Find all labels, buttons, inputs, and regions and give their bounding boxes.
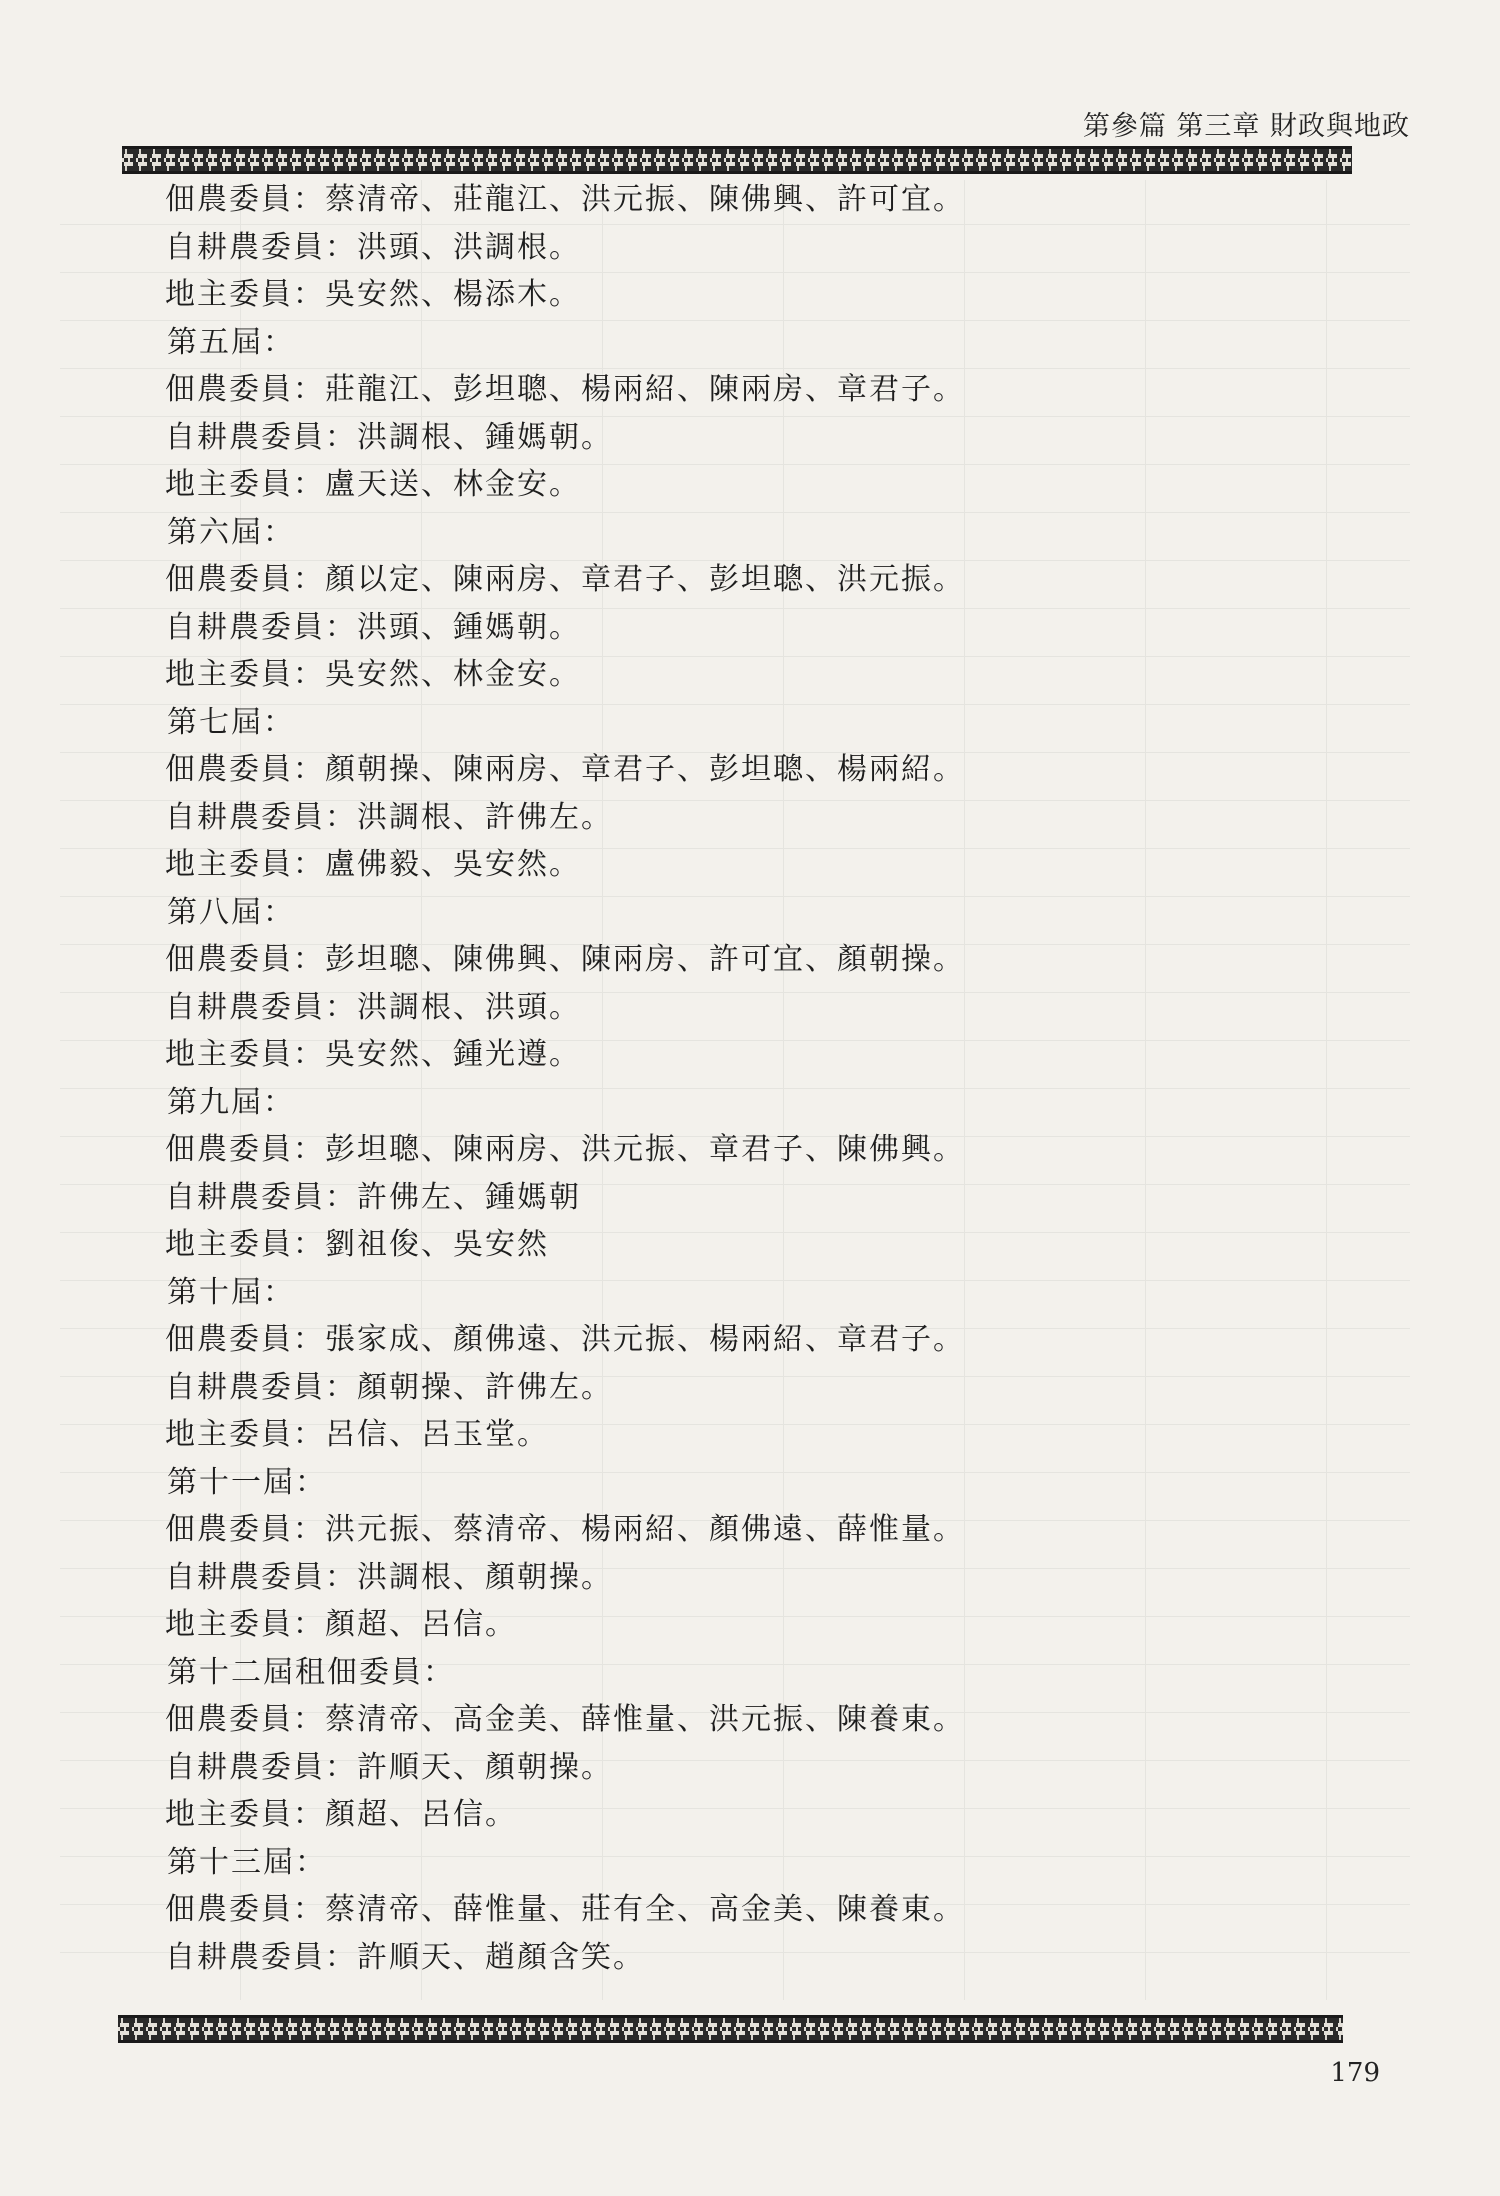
committee-line: 地主委員：盧天送、林金安。 xyxy=(165,467,581,502)
term-heading: 第八屆： xyxy=(167,894,295,930)
committee-member-list xyxy=(165,176,1315,1981)
committee-line: 自耕農委員：洪頭、鍾媽朝。 xyxy=(165,609,581,645)
committee-line: 佃農委員：莊龍江、彭坦聰、楊兩紹、陳兩房、章君子。 xyxy=(165,372,965,407)
term-heading: 第五屆： xyxy=(167,324,295,360)
committee-line: 地主委員：吳安然、林金安。 xyxy=(165,657,581,692)
top-decorative-border xyxy=(122,146,1352,174)
term-heading: 第十屆： xyxy=(167,1274,295,1310)
committee-line: 佃農委員：顏以定、陳兩房、章君子、彭坦聰、洪元振。 xyxy=(165,562,965,597)
term-heading: 第十三屆： xyxy=(167,1844,327,1880)
bottom-decorative-border xyxy=(118,2015,1343,2043)
committee-line: 佃農委員：顏朝操、陳兩房、章君子、彭坦聰、楊兩紹。 xyxy=(165,752,965,787)
committee-line: 地主委員：盧佛毅、吳安然。 xyxy=(165,847,581,882)
committee-line: 佃農委員：蔡清帝、高金美、薛惟量、洪元振、陳養東。 xyxy=(165,1702,965,1737)
committee-line: 地主委員：顏超、呂信。 xyxy=(165,1607,517,1642)
term-heading: 第七屆： xyxy=(167,704,295,740)
running-header: 第參篇 第三章 財政與地政 xyxy=(1082,111,1410,142)
committee-line: 自耕農委員：許順天、趙顏含笑。 xyxy=(165,1939,645,1975)
committee-line: 地主委員：吳安然、楊添木。 xyxy=(165,277,581,312)
committee-line: 自耕農委員：洪調根、洪頭。 xyxy=(165,989,581,1025)
committee-line: 自耕農委員：洪調根、顏朝操。 xyxy=(165,1559,613,1595)
committee-line: 自耕農委員：顏朝操、許佛左。 xyxy=(165,1369,613,1405)
committee-line: 自耕農委員：許順天、顏朝操。 xyxy=(165,1749,613,1785)
committee-line: 佃農委員：蔡清帝、莊龍江、洪元振、陳佛興、許可宜。 xyxy=(165,182,965,217)
committee-line: 自耕農委員：許佛左、鍾媽朝 xyxy=(165,1179,581,1215)
committee-line: 佃農委員：彭坦聰、陳兩房、洪元振、章君子、陳佛興。 xyxy=(165,1132,965,1167)
committee-line: 地主委員：劉祖俊、吳安然 xyxy=(165,1227,549,1262)
committee-line: 自耕農委員：洪調根、許佛左。 xyxy=(165,799,613,835)
committee-line: 地主委員：顏超、呂信。 xyxy=(165,1797,517,1832)
committee-line: 佃農委員：張家成、顏佛遠、洪元振、楊兩紹、章君子。 xyxy=(165,1322,965,1357)
committee-line: 佃農委員：蔡清帝、薛惟量、莊有全、高金美、陳養東。 xyxy=(165,1892,965,1927)
committee-line: 地主委員：呂信、呂玉堂。 xyxy=(165,1417,549,1452)
committee-line: 自耕農委員：洪調根、鍾媽朝。 xyxy=(165,419,613,455)
committee-line: 地主委員：吳安然、鍾光遵。 xyxy=(165,1037,581,1072)
term-heading: 第六屆： xyxy=(167,514,295,550)
committee-line: 佃農委員：彭坦聰、陳佛興、陳兩房、許可宜、顏朝操。 xyxy=(165,942,965,977)
term-heading: 第十一屆： xyxy=(167,1464,327,1500)
term-heading: 第九屆： xyxy=(167,1084,295,1120)
term-heading: 第十二屆租佃委員： xyxy=(167,1654,455,1690)
committee-line: 佃農委員：洪元振、蔡清帝、楊兩紹、顏佛遠、薛惟量。 xyxy=(165,1512,965,1547)
page-number: 179 xyxy=(1330,2058,1380,2088)
committee-line: 自耕農委員：洪頭、洪調根。 xyxy=(165,229,581,265)
